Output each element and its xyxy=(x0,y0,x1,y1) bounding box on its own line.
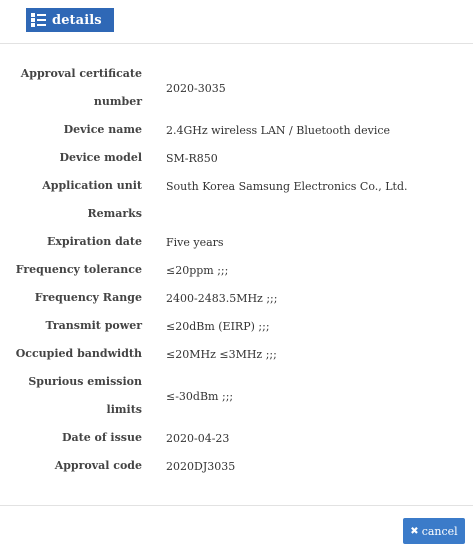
detail-label: Device model xyxy=(59,151,142,164)
detail-label: Approval certificate number xyxy=(20,67,142,108)
detail-row-frequency-range xyxy=(0,284,473,312)
detail-row-approval-certificate-number xyxy=(0,60,473,116)
detail-value: 2020DJ3035 xyxy=(166,459,236,473)
detail-label: Device name xyxy=(63,123,142,136)
details-list xyxy=(0,60,473,480)
dialog-header xyxy=(0,0,473,44)
detail-row-approval-code xyxy=(0,452,473,480)
detail-value: 2400-2483.5MHz ;;; xyxy=(166,291,278,305)
dialog-title: details xyxy=(52,12,102,28)
detail-label: Spurious emission limits xyxy=(28,375,142,416)
cancel-button[interactable] xyxy=(403,518,465,544)
detail-label: Expiration date xyxy=(46,235,142,248)
detail-row-occupied-bandwidth xyxy=(0,340,473,368)
detail-label: Date of issue xyxy=(61,431,142,444)
detail-label: Application unit xyxy=(42,179,142,192)
list-icon xyxy=(31,13,46,27)
detail-value: 2020-3035 xyxy=(166,81,226,95)
detail-value: ≤20MHz ≤3MHz ;;; xyxy=(166,347,277,361)
cancel-label: cancel xyxy=(421,524,458,538)
detail-value: ≤20dBm (EIRP) ;;; xyxy=(166,319,270,333)
detail-value: 2.4GHz wireless LAN / Bluetooth device xyxy=(166,123,391,137)
detail-label: Transmit power xyxy=(45,319,142,332)
dialog-footer xyxy=(0,505,473,550)
detail-label: Remarks xyxy=(87,207,142,220)
detail-row-application-unit xyxy=(0,172,473,200)
detail-row-spurious-emission-limits xyxy=(0,368,473,424)
detail-value: South Korea Samsung Electronics Co., Ltd. xyxy=(166,179,408,193)
dialog-title-badge xyxy=(26,8,114,32)
detail-row-expiration-date xyxy=(0,228,473,256)
detail-label: Approval code xyxy=(54,459,142,472)
detail-value: ≤-30dBm ;;; xyxy=(166,389,234,403)
detail-row-remarks xyxy=(0,200,473,228)
detail-value: Five years xyxy=(166,235,224,249)
detail-label: Occupied bandwidth xyxy=(15,347,142,360)
detail-row-transmit-power xyxy=(0,312,473,340)
detail-value: ≤20ppm ;;; xyxy=(166,263,229,277)
detail-label: Frequency Range xyxy=(34,291,142,304)
detail-row-frequency-tolerance xyxy=(0,256,473,284)
detail-value: 2020-04-23 xyxy=(166,431,230,445)
detail-row-device-name xyxy=(0,116,473,144)
detail-label: Frequency tolerance xyxy=(15,263,142,276)
detail-value: SM-R850 xyxy=(166,151,218,165)
close-icon: ✖ xyxy=(410,525,419,537)
detail-row-device-model xyxy=(0,144,473,172)
detail-row-date-of-issue xyxy=(0,424,473,452)
